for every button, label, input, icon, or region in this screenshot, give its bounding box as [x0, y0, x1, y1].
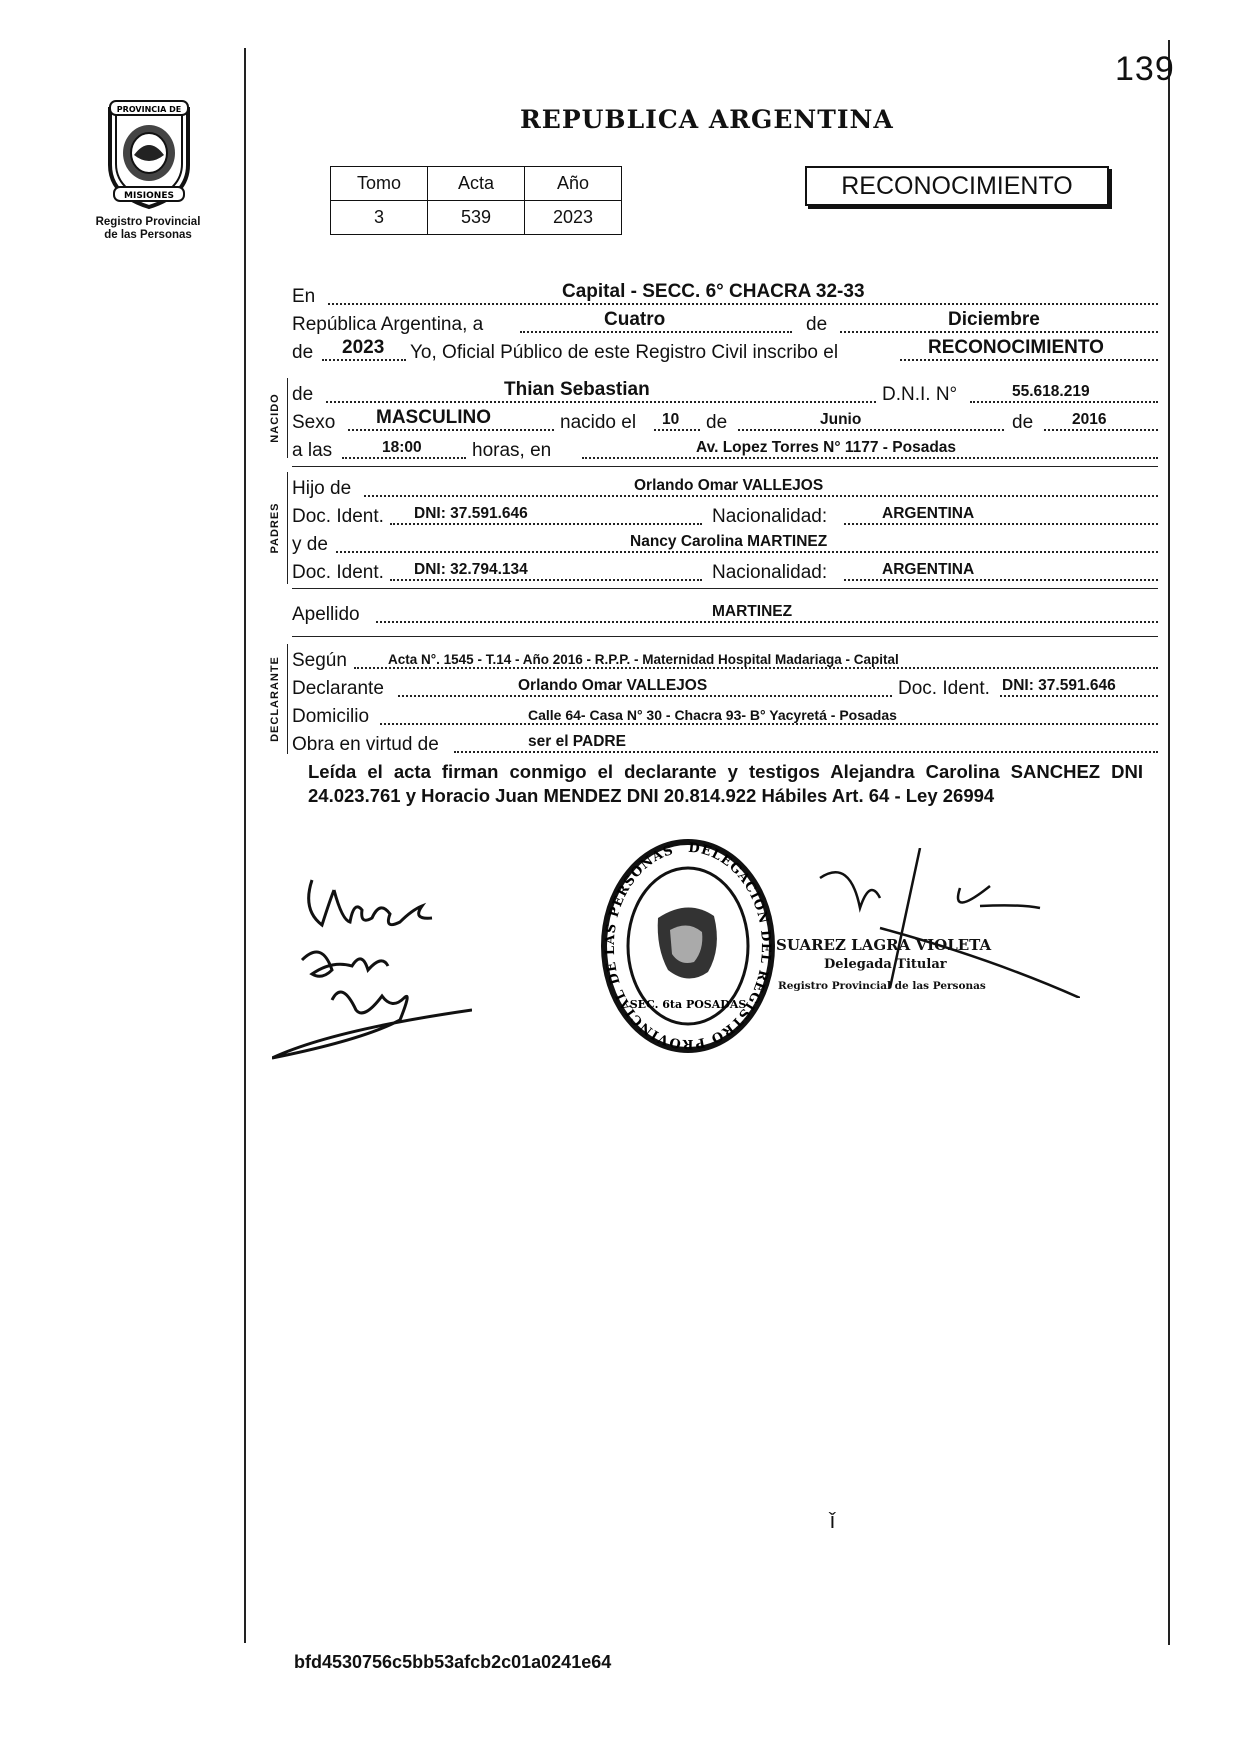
value-birth-year: 2016	[1072, 411, 1107, 428]
section-nacido-bar	[287, 378, 288, 458]
label-declarante: Declarante	[292, 678, 384, 699]
dots	[520, 331, 792, 333]
label-obra: Obra en virtud de	[292, 734, 439, 755]
value-month: Diciembre	[948, 309, 1040, 330]
emblem-label	[78, 216, 218, 242]
label-de: de	[706, 412, 728, 433]
value-en: Capital - SECC. 6° CHACRA 32-33	[562, 281, 865, 302]
label-domicilio: Domicilio	[292, 706, 370, 727]
closing-statement: Leída el acta firman conmigo el declarante y testigos Alejandra Carolina SANCHEZ DNI 24.023.761 y Horacio Juan MENDEZ DNI 20.814.922 Hábiles Art. 64 - Ley 26994	[308, 761, 1143, 806]
label-a-las: a las	[292, 440, 333, 461]
row-obra	[292, 730, 1158, 756]
value-child-name: Thian Sebastian	[504, 379, 650, 400]
label-de: de	[1012, 412, 1034, 433]
label-en: En	[292, 286, 316, 307]
row-hijo	[292, 474, 1158, 500]
emblem-top-text: PROVINCIA DE	[116, 105, 182, 114]
label-nacido-el: nacido el	[560, 412, 637, 433]
separator	[292, 588, 1158, 589]
value-year: 2023	[342, 337, 385, 358]
row-domicilio	[292, 702, 1158, 728]
official-role: Delegada Titular	[824, 957, 947, 972]
scan-mark: ǐ	[830, 1508, 835, 1533]
right-margin-line	[1168, 40, 1170, 1645]
stamp-inner-text: SEC. 6ta POSADAS	[629, 998, 747, 1011]
dots	[398, 695, 892, 697]
section-padres-label: PADRES	[269, 502, 281, 554]
section-nacido-label: NACIDO	[269, 393, 281, 443]
value-mother-doc: DNI: 32.794.134	[414, 561, 528, 578]
value-obra: ser el PADRE	[528, 733, 626, 750]
value-declarante-doc: DNI: 37.591.646	[1002, 677, 1116, 694]
dots	[322, 359, 406, 361]
row-nacido-sexo	[292, 408, 1158, 434]
document-title: REPUBLICA ARGENTINA	[520, 105, 894, 134]
dots	[844, 579, 1158, 581]
label-y-de: y de	[292, 534, 328, 555]
value-father: Orlando Omar VALLEJOS	[634, 477, 824, 494]
dots	[354, 667, 1158, 669]
label-horas: horas, en	[472, 440, 552, 461]
label-doc-ident: Doc. Ident.	[898, 678, 990, 699]
dots	[1044, 429, 1158, 431]
label-sexo: Sexo	[292, 412, 336, 433]
value-apellido: MARTINEZ	[712, 603, 793, 620]
table-value-ano: 2023	[525, 201, 622, 235]
dots	[390, 579, 702, 581]
record-table	[330, 166, 622, 235]
emblem-label-line2: de las Personas	[104, 229, 192, 241]
row-segun	[292, 646, 1158, 672]
value-segun: Acta N°. 1545 - T.14 - Año 2016 - R.P.P. - Maternidad Hospital Madariaga - Capital	[388, 652, 899, 667]
table-header-acta: Acta	[428, 167, 525, 201]
label-doc-ident: Doc. Ident.	[292, 562, 384, 583]
row-en	[292, 282, 1158, 308]
row-father-doc	[292, 502, 1158, 528]
separator	[292, 636, 1158, 637]
dots	[326, 401, 876, 403]
row-nacido-time	[292, 436, 1158, 462]
label-nacionalidad: Nacionalidad:	[712, 506, 828, 527]
table-value-tomo: 3	[331, 201, 428, 235]
dots	[390, 523, 702, 525]
table-header-ano: Año	[525, 167, 622, 201]
dots	[454, 751, 1158, 753]
label-inscribo: Yo, Oficial Público de este Registro Civil inscribo el	[410, 342, 839, 363]
value-domicilio: Calle 64- Casa N° 30 - Chacra 93- B° Yacyretá - Posadas	[528, 707, 897, 723]
dots	[582, 457, 1158, 459]
value-sexo: MASCULINO	[376, 407, 492, 428]
value-birth-month: Junio	[820, 411, 862, 428]
section-padres-bar	[287, 472, 288, 584]
label-de: de	[292, 342, 314, 363]
dots	[738, 429, 1004, 431]
separator	[292, 466, 1158, 467]
official-stamp	[598, 838, 778, 1059]
label-doc-ident: Doc. Ident.	[292, 506, 384, 527]
value-birth-place: Av. Lopez Torres N° 1177 - Posadas	[696, 439, 957, 456]
dots	[840, 331, 1158, 333]
row-year	[292, 338, 1158, 364]
label-dni: D.N.I. N°	[882, 384, 958, 405]
dots	[380, 723, 1158, 725]
value-declarante: Orlando Omar VALLEJOS	[518, 677, 708, 694]
label-apellido: Apellido	[292, 604, 360, 625]
province-emblem	[100, 95, 198, 211]
dots	[844, 523, 1158, 525]
value-act: RECONOCIMIENTO	[928, 337, 1104, 358]
dots	[970, 401, 1158, 403]
label-de: de	[292, 384, 314, 405]
dots	[1000, 695, 1158, 697]
value-father-nat: ARGENTINA	[882, 505, 975, 522]
official-office: Registro Provincial de las Personas	[778, 980, 986, 992]
label-nacionalidad: Nacionalidad:	[712, 562, 828, 583]
dots	[348, 429, 554, 431]
dots	[654, 429, 700, 431]
emblem-label-line1: Registro Provincial	[95, 216, 201, 228]
table-header-tomo: Tomo	[331, 167, 428, 201]
record-type-box: RECONOCIMIENTO	[805, 166, 1109, 206]
row-republica	[292, 310, 1158, 336]
value-father-doc: DNI: 37.591.646	[414, 505, 528, 522]
official-name: SUAREZ LAGRA VIOLETA	[776, 936, 992, 954]
section-declarante-label: DECLARANTE	[269, 656, 281, 742]
stamp-ring-text: DELEGACION DEL REGISTRO PROVINCIAL DE LAS PERSONAS	[602, 840, 774, 1052]
row-declarante	[292, 674, 1158, 700]
document-hash: bfd4530756c5bb53afcb2c01a0241e64	[294, 1652, 612, 1672]
value-birth-day: 10	[662, 411, 680, 428]
dots	[900, 359, 1158, 361]
label-segun: Según	[292, 650, 347, 671]
dots	[342, 457, 466, 459]
value-mother-nat: ARGENTINA	[882, 561, 975, 578]
label-de: de	[806, 314, 828, 335]
label-republica: República Argentina, a	[292, 314, 484, 335]
row-nacido-name	[292, 380, 1158, 406]
value-child-dni: 55.618.219	[1012, 383, 1090, 400]
emblem-bottom-text: MISIONES	[124, 191, 174, 201]
left-margin-line	[244, 48, 246, 1643]
row-y-de	[292, 530, 1158, 556]
dots	[336, 551, 1158, 553]
row-apellido	[292, 600, 1158, 626]
page-number: 139	[1115, 50, 1175, 88]
dots	[376, 621, 1158, 623]
label-hijo-de: Hijo de	[292, 478, 352, 499]
dots	[328, 303, 1158, 305]
value-birth-time: 18:00	[382, 439, 422, 456]
dots	[364, 495, 1158, 497]
table-value-acta: 539	[428, 201, 525, 235]
value-mother: Nancy Carolina MARTINEZ	[630, 533, 828, 550]
row-mother-doc	[292, 558, 1158, 584]
declarant-signature	[272, 870, 472, 1075]
value-day: Cuatro	[604, 309, 666, 330]
section-declarante-bar	[287, 644, 288, 754]
